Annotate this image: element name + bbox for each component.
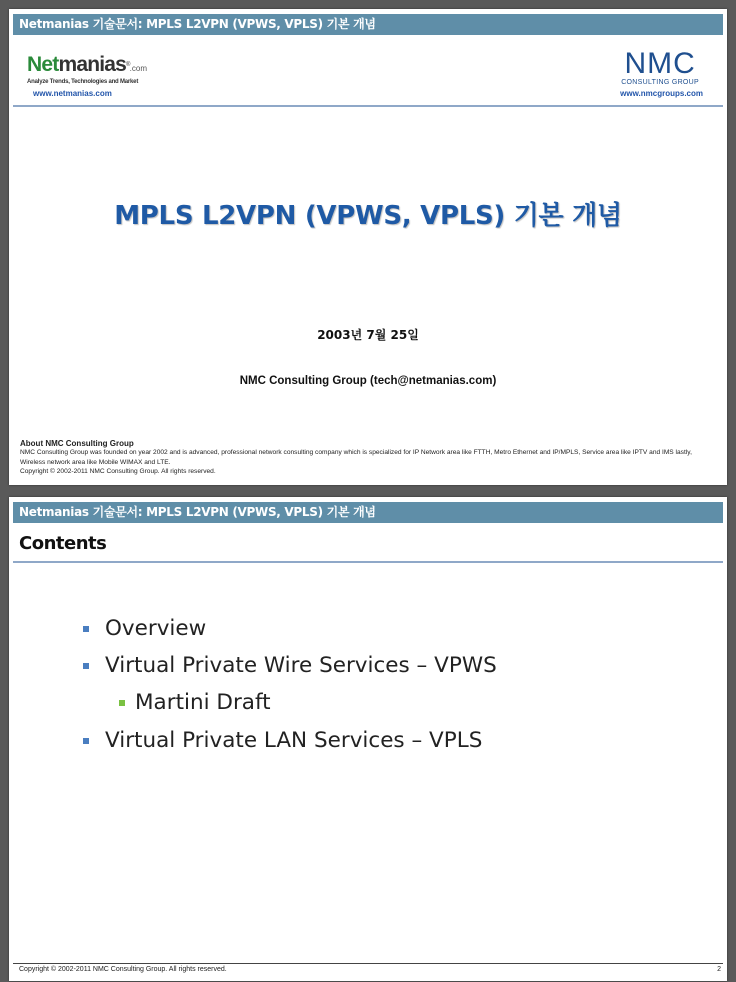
nmc-logo-subtitle: CONSULTING GROUP bbox=[621, 79, 699, 86]
page-number: 2 bbox=[717, 966, 721, 973]
list-item: Virtual Private LAN Services – VPLS bbox=[81, 727, 497, 764]
about-body: NMC Consulting Group was founded on year 2002 and is advanced, professional network consulting company which is specialized for IP Network area like FTTH, Metro Ethernet and IP/MPLS, Service area like IPTV and IMS lastly, Wireless network area like Mobile WIMAX and LTE. bbox=[20, 449, 692, 466]
document-date: 2003년 7월 25일 bbox=[317, 328, 419, 342]
square-bullet-icon bbox=[83, 663, 89, 669]
document-header-bar: Netmanias 기술문서: MPLS L2VPN (VPWS, VPLS) 기본 개념 bbox=[13, 14, 723, 35]
netmanias-wordmark: Netmanias®.com bbox=[27, 53, 147, 76]
nmc-logo-letters: NMC bbox=[624, 47, 696, 80]
netmanias-tagline: Analyze Trends, Technologies and Market bbox=[27, 79, 139, 85]
list-subitem: Martini Draft bbox=[81, 689, 497, 727]
contents-divider bbox=[13, 561, 723, 563]
document-title: MPLS L2VPN (VPWS, VPLS) 기본 개념 bbox=[114, 201, 622, 231]
nmc-logo bbox=[621, 49, 699, 86]
footer-divider bbox=[13, 963, 723, 964]
document-page-2 bbox=[9, 497, 727, 981]
list-item: Virtual Private Wire Services – VPWS bbox=[81, 652, 497, 689]
contents-heading: Contents bbox=[19, 533, 107, 554]
nmc-url[interactable]: www.nmcgroups.com bbox=[620, 89, 703, 98]
about-section bbox=[20, 439, 717, 477]
document-header-bar: Netmanias 기술문서: MPLS L2VPN (VPWS, VPLS) 기본 개념 bbox=[13, 502, 723, 523]
about-copyright: Copyright © 2002-2011 NMC Consulting Group. All rights reserved. bbox=[20, 468, 216, 475]
header-divider bbox=[13, 105, 723, 107]
contents-list bbox=[81, 615, 497, 764]
document-page-1 bbox=[9, 9, 727, 485]
netmanias-logo bbox=[27, 53, 167, 85]
list-item: Overview bbox=[81, 615, 497, 652]
about-heading: About NMC Consulting Group bbox=[20, 439, 134, 448]
square-bullet-icon bbox=[119, 700, 125, 706]
square-bullet-icon bbox=[83, 738, 89, 744]
square-bullet-icon bbox=[83, 626, 89, 632]
document-author: NMC Consulting Group (tech@netmanias.com) bbox=[239, 375, 497, 387]
netmanias-url[interactable]: www.netmanias.com bbox=[33, 89, 112, 98]
footer-copyright: Copyright © 2002-2011 NMC Consulting Group. All rights reserved. bbox=[19, 966, 227, 973]
